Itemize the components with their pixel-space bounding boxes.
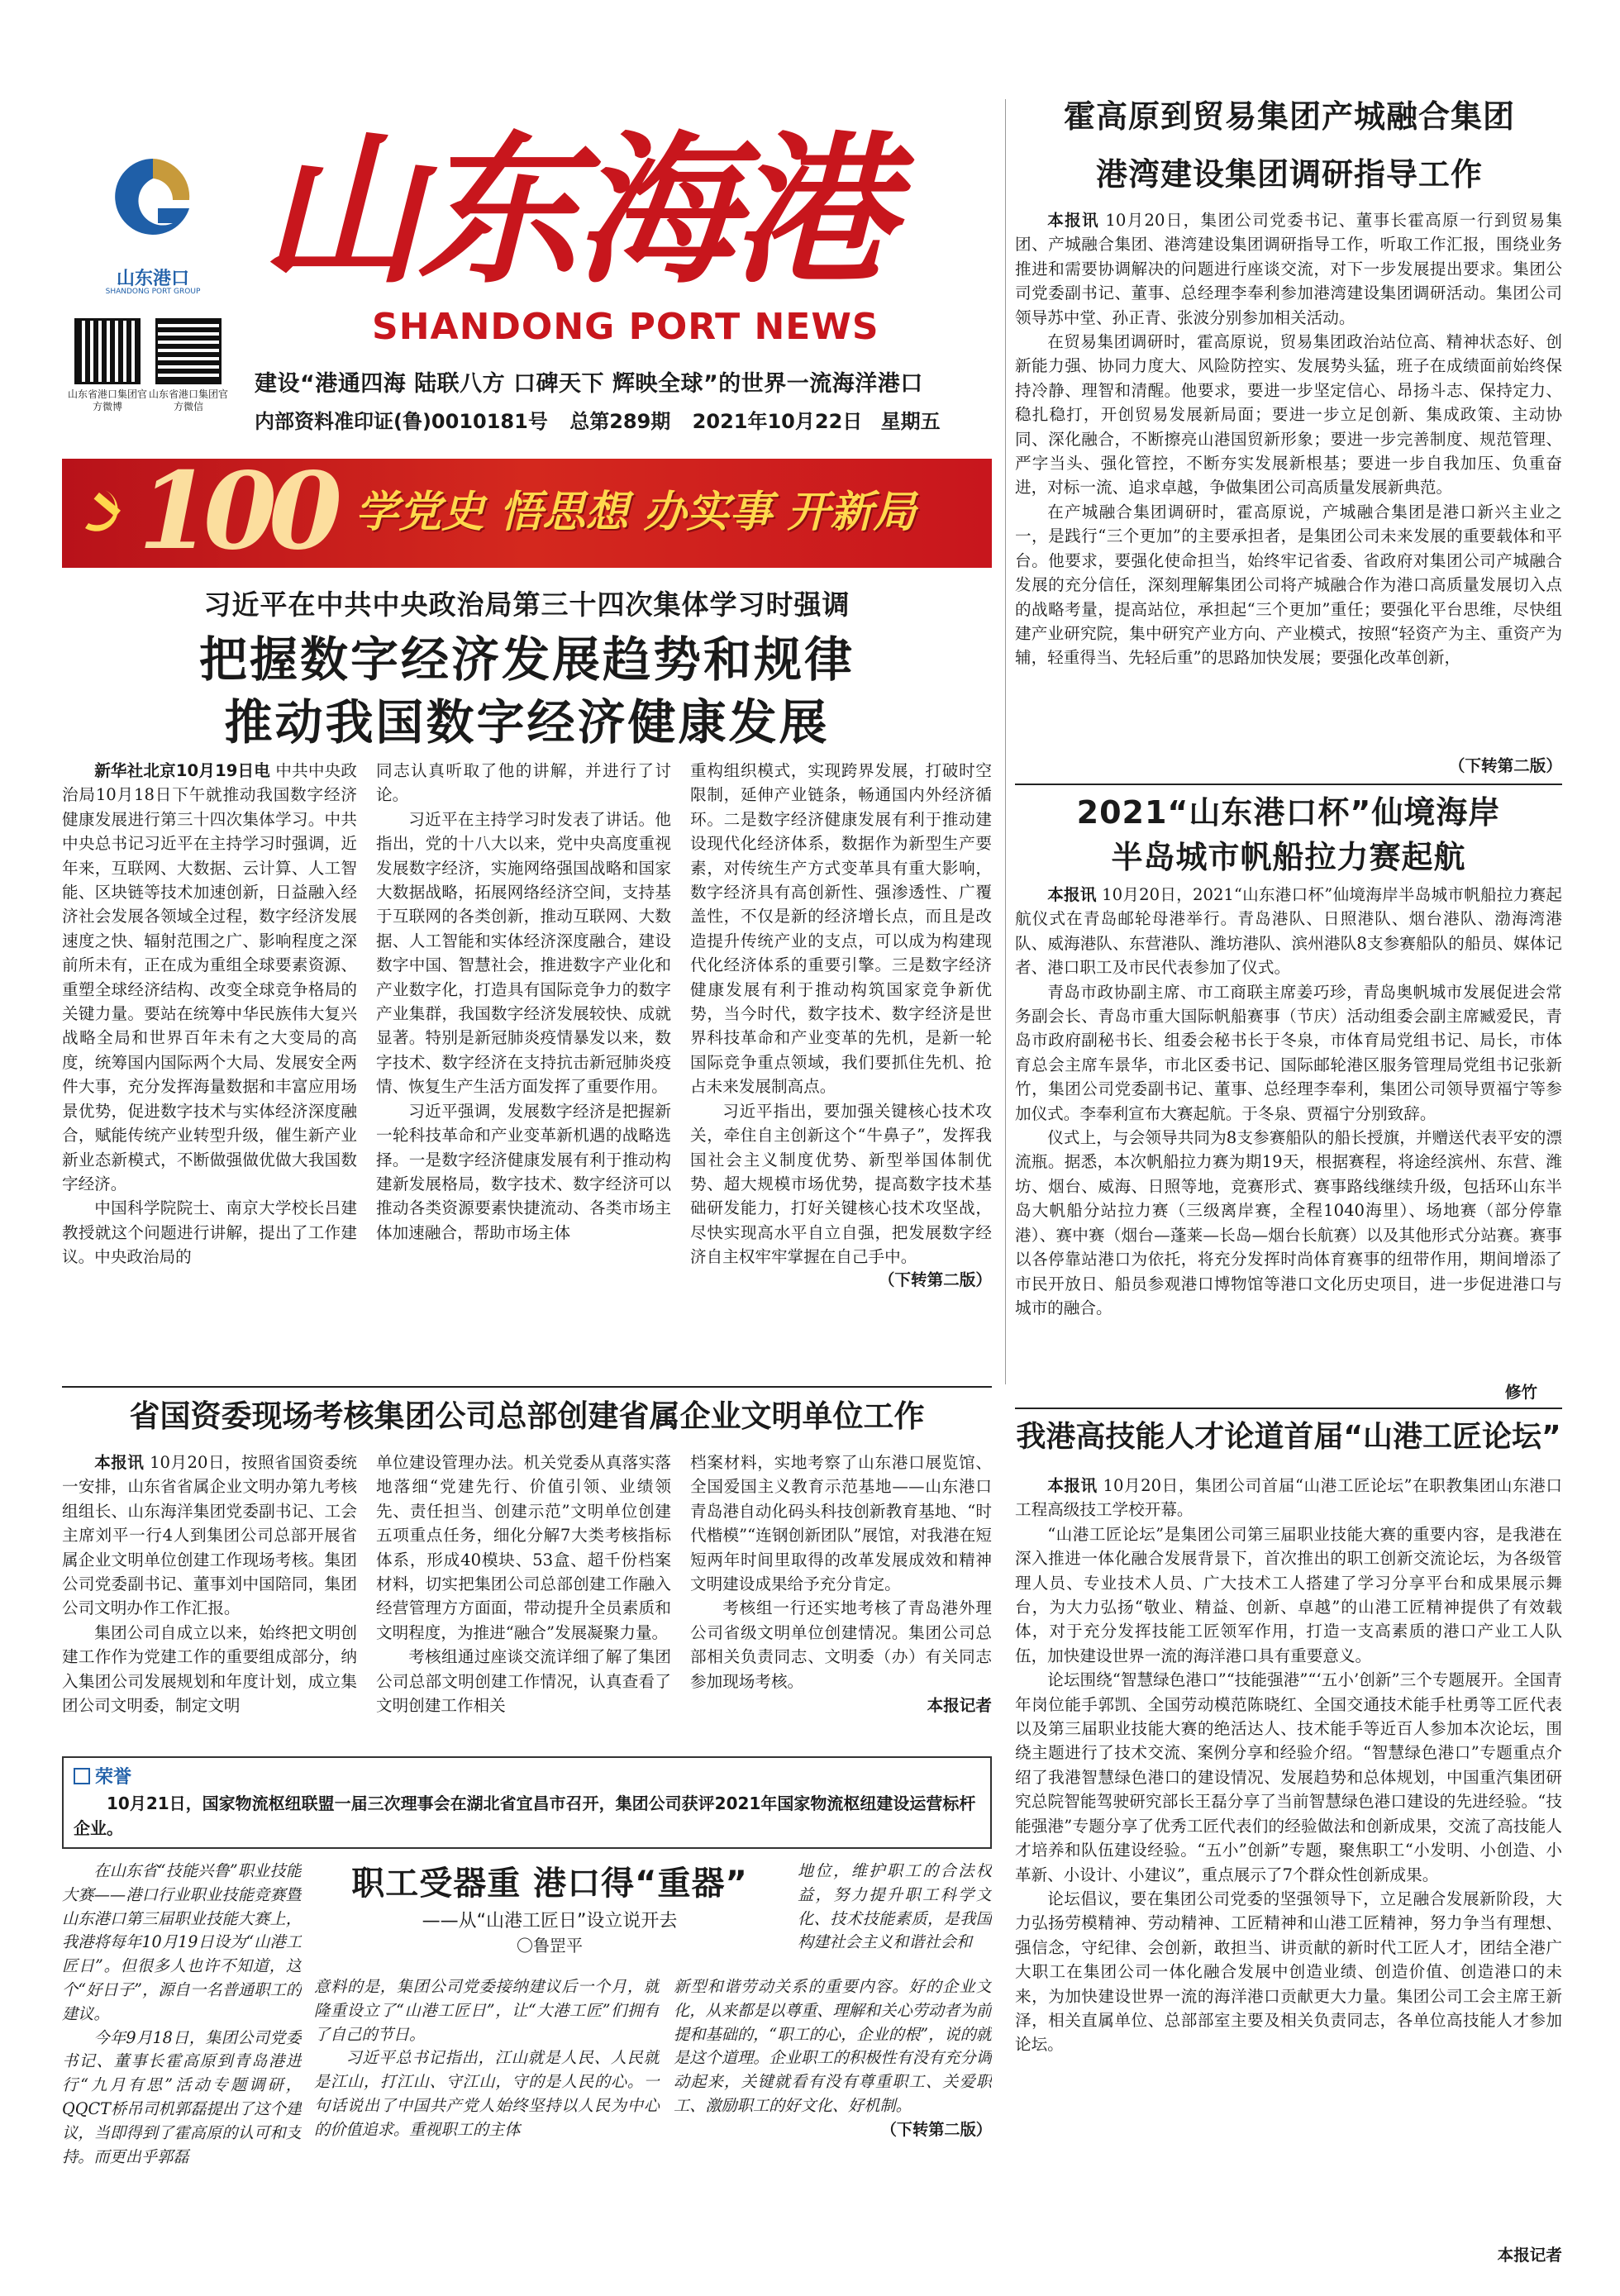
lead-col-3 (690, 759, 992, 1374)
civ-c1p1: 10月20日，按照省国资委统一安排，山东省省属企业文明办第九考核组组长、山东海洋集团党委副书记、工会主席刘平一行4人到集团公司总部开展省属企业文明单位创建工作现场考核。集团公司党委副书记、董事刘中国陪同，集团公司文明办作工作汇报。 (62, 1453, 357, 1618)
workers-right-top: 地位，维护职工的合法权益，努力提升职工科学文化、技术技能素质，是我国构建社会主义和谐社会和 (798, 1861, 992, 1952)
sail-body (1015, 883, 1562, 1402)
lead-col-2 (376, 759, 671, 1374)
sail-p2: 青岛市政协副主席、市工商联主席姜巧珍，青岛奥帆城市发展促进会常务副会长、青岛市重大国际帆船赛事（节庆）活动组委会副主席臧爱民，青岛市政府副秘书长、组委会秘书长于冬泉，市体育局党组书记、局长，市体育总会主席车景华，市北区委书记、国际邮轮港区服务管理局党组书记张新竹，集团公司党委副书记、董事、总经理李奉利，集团公司领导贾福宁等参加仪式。李奉利宣布大赛起航。于冬泉、贾福宁分别致辞。 (1015, 982, 1562, 1123)
civ-c2p2: 考核组通过座谈交流详细了解了集团公司总部文明创建工作情况，认真查看了文明创建工作相关 (376, 1647, 671, 1716)
qr-weibo (74, 318, 141, 384)
forum-body (1015, 1474, 1562, 2242)
forum-p3: 论坛围绕“智慧绿色港口”“技能强港”“‘五小’创新”三个专题展开。全国青年岗位能手郭凯、全国劳动模范陈晓红、全国交通技术能手杜勇等工匠代表以及第三届职业技能大赛的绝活达人、技术能手等近百人参加本次论坛，围绕主题进行了技术交流、案例分享和经验介绍。“智慧绿色港口”专题重点介绍了我港智慧绿色港口的建设情况、发展趋势和总体规划，中国重汽集团研究总院智能驾驶研究部长王磊分享了当前智慧绿色港口建设的先进经验。“技能强港”专题分享了优秀工匠代表们的经验做法和创新成果，交流了高技能人才培养和队伍建设经验。“五小”创新”专题，聚焦职工“小发明、小创造、小革新、小设计、小建议”，重点展示了7个群众性创新成果。 (1015, 1670, 1562, 1884)
civ-col-2 (376, 1450, 671, 1746)
logo-subtext: SHANDONG PORT GROUP (105, 288, 201, 296)
workers-author: 〇鲁罡平 (517, 1936, 583, 1955)
issue-date: 2021年10月22日 (692, 410, 863, 433)
lead-col3-p2: 习近平指出，要加强关键核心技术攻关，牵住自主创新这个“牛鼻子”，发挥我国社会主义制度优势、新型举国体制优势、超大规模市场优势，提高数字技术基础研发能力，打好关键核心技术攻坚战，尽快实现高水平自立自强，把发展数字经济自主权牢牢掌握在自己手中。 (690, 1101, 992, 1267)
workers-jump: （下转第二版） (880, 2119, 992, 2139)
weekday: 星期五 (880, 410, 941, 433)
reg-number: 内部资料准印证(鲁)0010181号 (255, 410, 548, 433)
civ-col-1 (62, 1450, 357, 1746)
honor-title (74, 1763, 131, 1789)
workers-left-p1: 在山东省“技能兴鲁”职业技能大赛——港口行业职业技能竞赛暨山东港口第三届职业技能大赛上，我港将每年10月19日设为“山港工匠日”。但很多人也许不知道，这个“好日子”，源自一名普通职工的建议。 (62, 1861, 302, 2023)
workers-mid-p1: 意料的是，集团公司党委接纳建议后一个月，就隆重设立了“山港工匠日”，让“大港工匠”们拥有了自己的节日。 (314, 1977, 660, 2044)
civ-c2p1: 单位建设管理办法。机关党委从真落实落地落细“党建先行、价值引领、业绩领先、责任担当、创建示范”文明单位创建五项重点任务，细化分解7大类考核指标体系，形成40模块、53盒、超千份档案材料，切实把集团公司总部创建工作融入经营管理方方面面，带动提升全员素质和文明程度，为推进“融合”发展凝聚力量。 (376, 1453, 671, 1642)
sail-headline-1: 2021“山东港口杯”仙境海岸 (1076, 794, 1501, 831)
masthead (58, 116, 992, 438)
lead-col2-p2: 习近平在主持学习时发表了讲话。他指出，党的十八大以来，党中央高度重视发展数字经济，实施网络强国战略和国家大数据战略，拓展网络经济空间，支持基于互联网的各类创新，推动互联网、大数据、人工智能和实体经济深度融合，建设数字中国、智慧社会，推进数字产业化和产业数字化，打造具有国际竞争力的数字产业集群，我国数字经济发展较快、成就显著。特别是新冠肺炎疫情暴发以来，数字技术、数字经济在支持抗击新冠肺炎疫情、恢复生产生活方面发挥了重要作用。 (376, 809, 671, 1097)
sail-divider (1015, 1408, 1562, 1409)
tr-divider (1015, 784, 1562, 785)
workers-left-col (62, 1860, 302, 2273)
workers-subhead: ——从“山港工匠日”设立说开去 (422, 1911, 678, 1932)
lead-col-1 (62, 759, 357, 1374)
forum-dateline: 本报讯 (1047, 1476, 1098, 1495)
civ-col-3 (690, 1450, 992, 1746)
masthead-slogan: 建设“港通四海 陆联八方 口碑天下 辉映全球”的世界一流海洋港口 (255, 371, 923, 397)
sail-signature: 修竹 (1455, 1379, 1537, 1403)
lead-col1-p2: 中国科学院院士、南京大学校长吕建教授就这个问题进行讲解，提出了工作建议。中央政治局的 (62, 1198, 357, 1267)
sail-dateline: 本报讯 (1047, 885, 1097, 904)
forum-p1: 10月20日，集团公司首届“山港工匠论坛”在职教集团山东港口工程高级技工学校开幕。 (1015, 1476, 1562, 1520)
honor-icon (74, 1768, 90, 1784)
qr-wechat (155, 318, 222, 384)
qr-wechat-caption: 山东省港口集团官方微信 (149, 388, 229, 412)
tr-jump: （下转第二版） (1405, 752, 1562, 776)
section-divider-1 (62, 1386, 992, 1388)
workers-right-col (674, 1975, 992, 2265)
honor-box (62, 1756, 992, 1849)
party-banner (62, 459, 992, 568)
lead-col2-p1: 同志认真听取了他的讲解，并进行了讨论。 (376, 761, 671, 805)
lead-headline-2: 推动我国数字经济健康发展 (224, 694, 830, 750)
sail-p3: 仪式上，与会领导共同为8支参赛船队的船长授旗，并赠送代表平安的漂流瓶。据悉，本次帆船拉力赛为期19天，根据赛程，将途经滨州、东营、潍坊、烟台、威海、日照等地，竞赛形式、赛事路线继续升级，包括环山东半岛大帆船分站拉力赛（三级离岸赛，全程1040海里）、场地赛（部分停靠港）、赛中赛（烟台—蓬莱—长岛—烟台长航赛）以及其他形式分站赛。赛事以各停靠站港口为依托，将充分发挥时尚体育赛事的纽带作用，期间增添了市民开放日、船员参观港口博物馆等港口文化历史项目，进一步促进港口与城市的融合。 (1015, 1128, 1562, 1317)
tr-p3: 在产城融合集团调研时，霍高原说，产城融合集团是港口新兴主业之一，是践行“三个更加”的主要承担者，是集团公司未来发展的重要载体和平台。他要求，要强化使命担当，始终牢记省委、省政府对集团公司产城融合发展的充分信任，深刻理解集团公司将产城融合作为港口高质量发展切入点的战略考量，提高站位，承担起“三个更加”重任；要强化平台思维，尽快组建产业研究院，集中研究产业方向、产业模式，按照“轻资产为主、重资产为辅，轻重得当、先轻后重”的思路加快发展；要强化改革创新， (1015, 502, 1562, 668)
workers-right-p1: 新型和谐劳动关系的重要内容。好的企业文化，从来都是以尊重、理解和关心劳动者为前提和基础的，“职工的心，企业的根”，说的就是这个道理。企业职工的积极性有没有充分调动起来，关键就看有没有尊重职工、关爱职工、激励职工的好文化、好机制。 (674, 1977, 992, 2115)
civ-dateline: 本报讯 (94, 1453, 145, 1472)
masthead-info (255, 405, 941, 434)
civ-c1p2: 集团公司自成立以来，始终把文明创建工作作为党建工作的重要组成部分，纳入集团公司发展规划和年度计划，成立集团公司文明委，制定文明 (62, 1622, 357, 1716)
lead-kicker: 习近平在中共中央政治局第三十四次集体学习时强调 (203, 588, 850, 621)
honor-text: 10月21日，国家物流枢纽联盟一届三次理事会在湖北省宜昌市召开，集团公司获评2021年国家物流枢纽建设运营标杆企业。 (74, 1793, 976, 1838)
workers-headline: 职工受器重 港口得“重器” (351, 1865, 748, 1903)
honor-title-text: 荣誉 (95, 1767, 132, 1788)
civ-signature: 本报记者 (927, 1696, 992, 1716)
workers-left-p2: 今年9月18日，集团公司党委书记、董事长霍高原到青岛港进行“九月有思”活动专题调研，QQCT桥吊司机郭磊提出了这个建议，当即得到了霍高原的认可和支持。而更出乎郭磊 (62, 2027, 302, 2166)
civ-c3p1: 档案材料，实地考察了山东港口展览馆、全国爱国主义教育示范基地——山东港口青岛港自动化码头科技创新教育基地、“时代楷模”“连钢创新团队”展馆，对我港在短短两年时间里取得的改革发展成效和精神文明建设成果给予充分肯定。 (690, 1453, 992, 1594)
civ-headline: 省国资委现场考核集团公司总部创建省属企业文明单位工作 (129, 1398, 925, 1434)
logo-text: 山东港口 (116, 269, 189, 289)
workers-mid-p2: 习近平总书记指出，江山就是人民、人民就是江山，打江山、守江山，守的是人民的心。一句话说出了中国共产党人始终坚持以人民为中心的价值追求。重视职工的主体 (314, 2048, 660, 2139)
column-divider (1005, 99, 1006, 1384)
lead-col3-p1: 重构组织模式，实现跨界发展，打破时空限制，延伸产业链条，畅通国内外经济循环。二是数字经济健康发展有利于推动建设现代化经济体系，数据作为新型生产要素，对传统生产方式变革具有重大影响，数字经济具有高创新性、强渗透性、广覆盖性，不仅是新的经济增长点，而且是改造提升传统产业的支点，可以成为构建现代化经济体系的重要引擎。三是数字经济健康发展有利于推动构筑国家竞争新优势，当今时代，数字技术、数字经济是世界科技革命和产业变革的先机，是新一轮国际竞争重点领域，我们要抓住先机、抢占未来发展制高点。 (690, 761, 992, 1097)
forum-headline: 我港高技能人才论道首届“山港工匠论坛” (1016, 1420, 1561, 1454)
banner-100: 100 (138, 459, 335, 568)
hammer-sickle-icon (74, 482, 136, 545)
tr-headline-2: 港湾建设集团调研指导工作 (1095, 156, 1483, 193)
masthead-english: SHANDONG PORT NEWS (372, 306, 879, 348)
issue-number: 总第289期 (569, 410, 671, 433)
lead-headline-1: 把握数字经济发展趋势和规律 (198, 631, 855, 688)
tr-headline-1: 霍高原到贸易集团产城融合集团 (1063, 98, 1515, 135)
lead-col2-p3: 习近平强调，发展数字经济是把握新一轮科技革命和产业变革新机遇的战略选择。一是数字经济健康发展有利于推动构建新发展格局，数字技术、数字经济可以推动各类资源要素快捷流动、各类市场主体加速融合，帮助市场主体 (376, 1101, 671, 1242)
forum-p2: “山港工匠论坛”是集团公司第三届职业技能大赛的重要内容，是我港在深入推进一体化融合发展背景下，首次推出的职工创新交流论坛，为各级管理人员、专业技术人员、广大技术工人搭建了学习分享平台和成果展示舞台，为大力弘扬“敬业、精益、创新、卓越”的山港工匠精神提供了有效载体，对于充分发挥技能工匠领军作用，打造一支高素质的港口产业工人队伍，加快建设世界一流的海洋港口具有重要意义。 (1015, 1524, 1562, 1665)
tr-p2: 在贸易集团调研时，霍高原说，贸易集团政治站位高、精神状态好、创新能力强、协同力度大、风险防控实、发展势头猛，班子在成绩面前始终保持冷静、理智和清醒。他要求，要进一步坚定信心、昂扬斗志、保持定力、稳扎稳打，开创贸易发展新局面；要进一步立足创新、集成政策、主动协同、深化融合，不断擦亮山港国贸新形象；要进一步完善制度、规范管理、严字当头、强化管控，不断夯实发展新根基；要进一步自我加压、负重奋进，对标一流、追求卓越，争做集团公司高质量发展新典范。 (1015, 332, 1562, 498)
lead-jump: （下转第二版） (878, 1269, 992, 1289)
tr-p1: 10月20日，集团公司党委书记、董事长霍高原一行到贸易集团、产城融合集团、港湾建设集团调研指导工作，听取工作汇报，围绕业务推进和需要协调解决的问题进行座谈交流，对下一步发展提出要求。集团公司党委副书记、董事、总经理李奉利参加港湾建设集团调研活动。集团公司领导苏中堂、孙正青、张波分别参加相关活动。 (1015, 211, 1562, 327)
civ-c3p2: 考核组一行还实地考核了青岛港外理公司省级文明单位创建情况。集团公司总部相关负责同志、文明委（办）有关同志参加现场考核。 (690, 1598, 992, 1691)
forum-signature: 本报记者 (1422, 2241, 1562, 2265)
workers-mid-col (314, 1975, 660, 2265)
lead-col1-text: 中共中央政治局10月18日下午就推动我国数字经济健康发展进行第三十四次集体学习。中共中央总书记习近平在主持学习时强调，近年来，互联网、大数据、云计算、人工智能、区块链等技术加速创新，日益融入经济社会发展各领域全过程，数字经济发展速度之快、辐射范围之广、影响程度之深前所未有，正在成为重组全球要素资源、重塑全球经济结构、改变全球竞争格局的关键力量。要站在统筹中华民族伟大复兴战略全局和世界百年未有之大变局的高度，统筹国内国际两个大局、发展安全两件大事，充分发挥海量数据和丰富应用场景优势，促进数字技术与实体经济深度融合，赋能传统产业转型升级，催生新产业新业态新模式，不断做强做优做大我国数字经济。 (62, 761, 357, 1193)
masthead-title: 山东海港 (260, 116, 889, 306)
tr-dateline: 本报讯 (1047, 211, 1099, 230)
sail-p1: 10月20日，2021“山东港口杯”仙境海岸半岛城市帆船拉力赛起航仪式在青岛邮轮母港举行。青岛港队、日照港队、烟台港队、渤海湾港队、威海港队、东营港队、潍坊港队、滨州港队8支参赛船队的船员、媒体记者、港口职工及市民代表参加了仪式。 (1015, 885, 1562, 978)
qr-weibo-caption: 山东省港口集团官方微博 (68, 388, 148, 412)
tr-body (1015, 208, 1562, 777)
lead-dateline: 新华社北京10月19日电 (94, 761, 271, 780)
sail-headline-2: 半岛城市帆船拉力赛起航 (1111, 839, 1466, 875)
forum-p4: 论坛倡议，要在集团公司党委的坚强领导下，立足融合发展新阶段，大力弘扬劳模精神、劳动精神、工匠精神和山港工匠精神，努力争当有理想、强信念，守纪律、会创新，敢担当、讲贡献的新时代工匠人才，团结全港广大职工在集团公司一体化融合发展中创造业绩、创造价值、创造港口的未来，为加快建设世界一流的海洋港口贡献更大力量。集团公司工会主席王新泽，相关直属单位、总部部室主要及相关负责同志，各单位高技能人才参加论坛。 (1015, 1889, 1562, 2055)
banner-slogan: 学党史 悟思想 办实事 开新局 (355, 488, 917, 537)
